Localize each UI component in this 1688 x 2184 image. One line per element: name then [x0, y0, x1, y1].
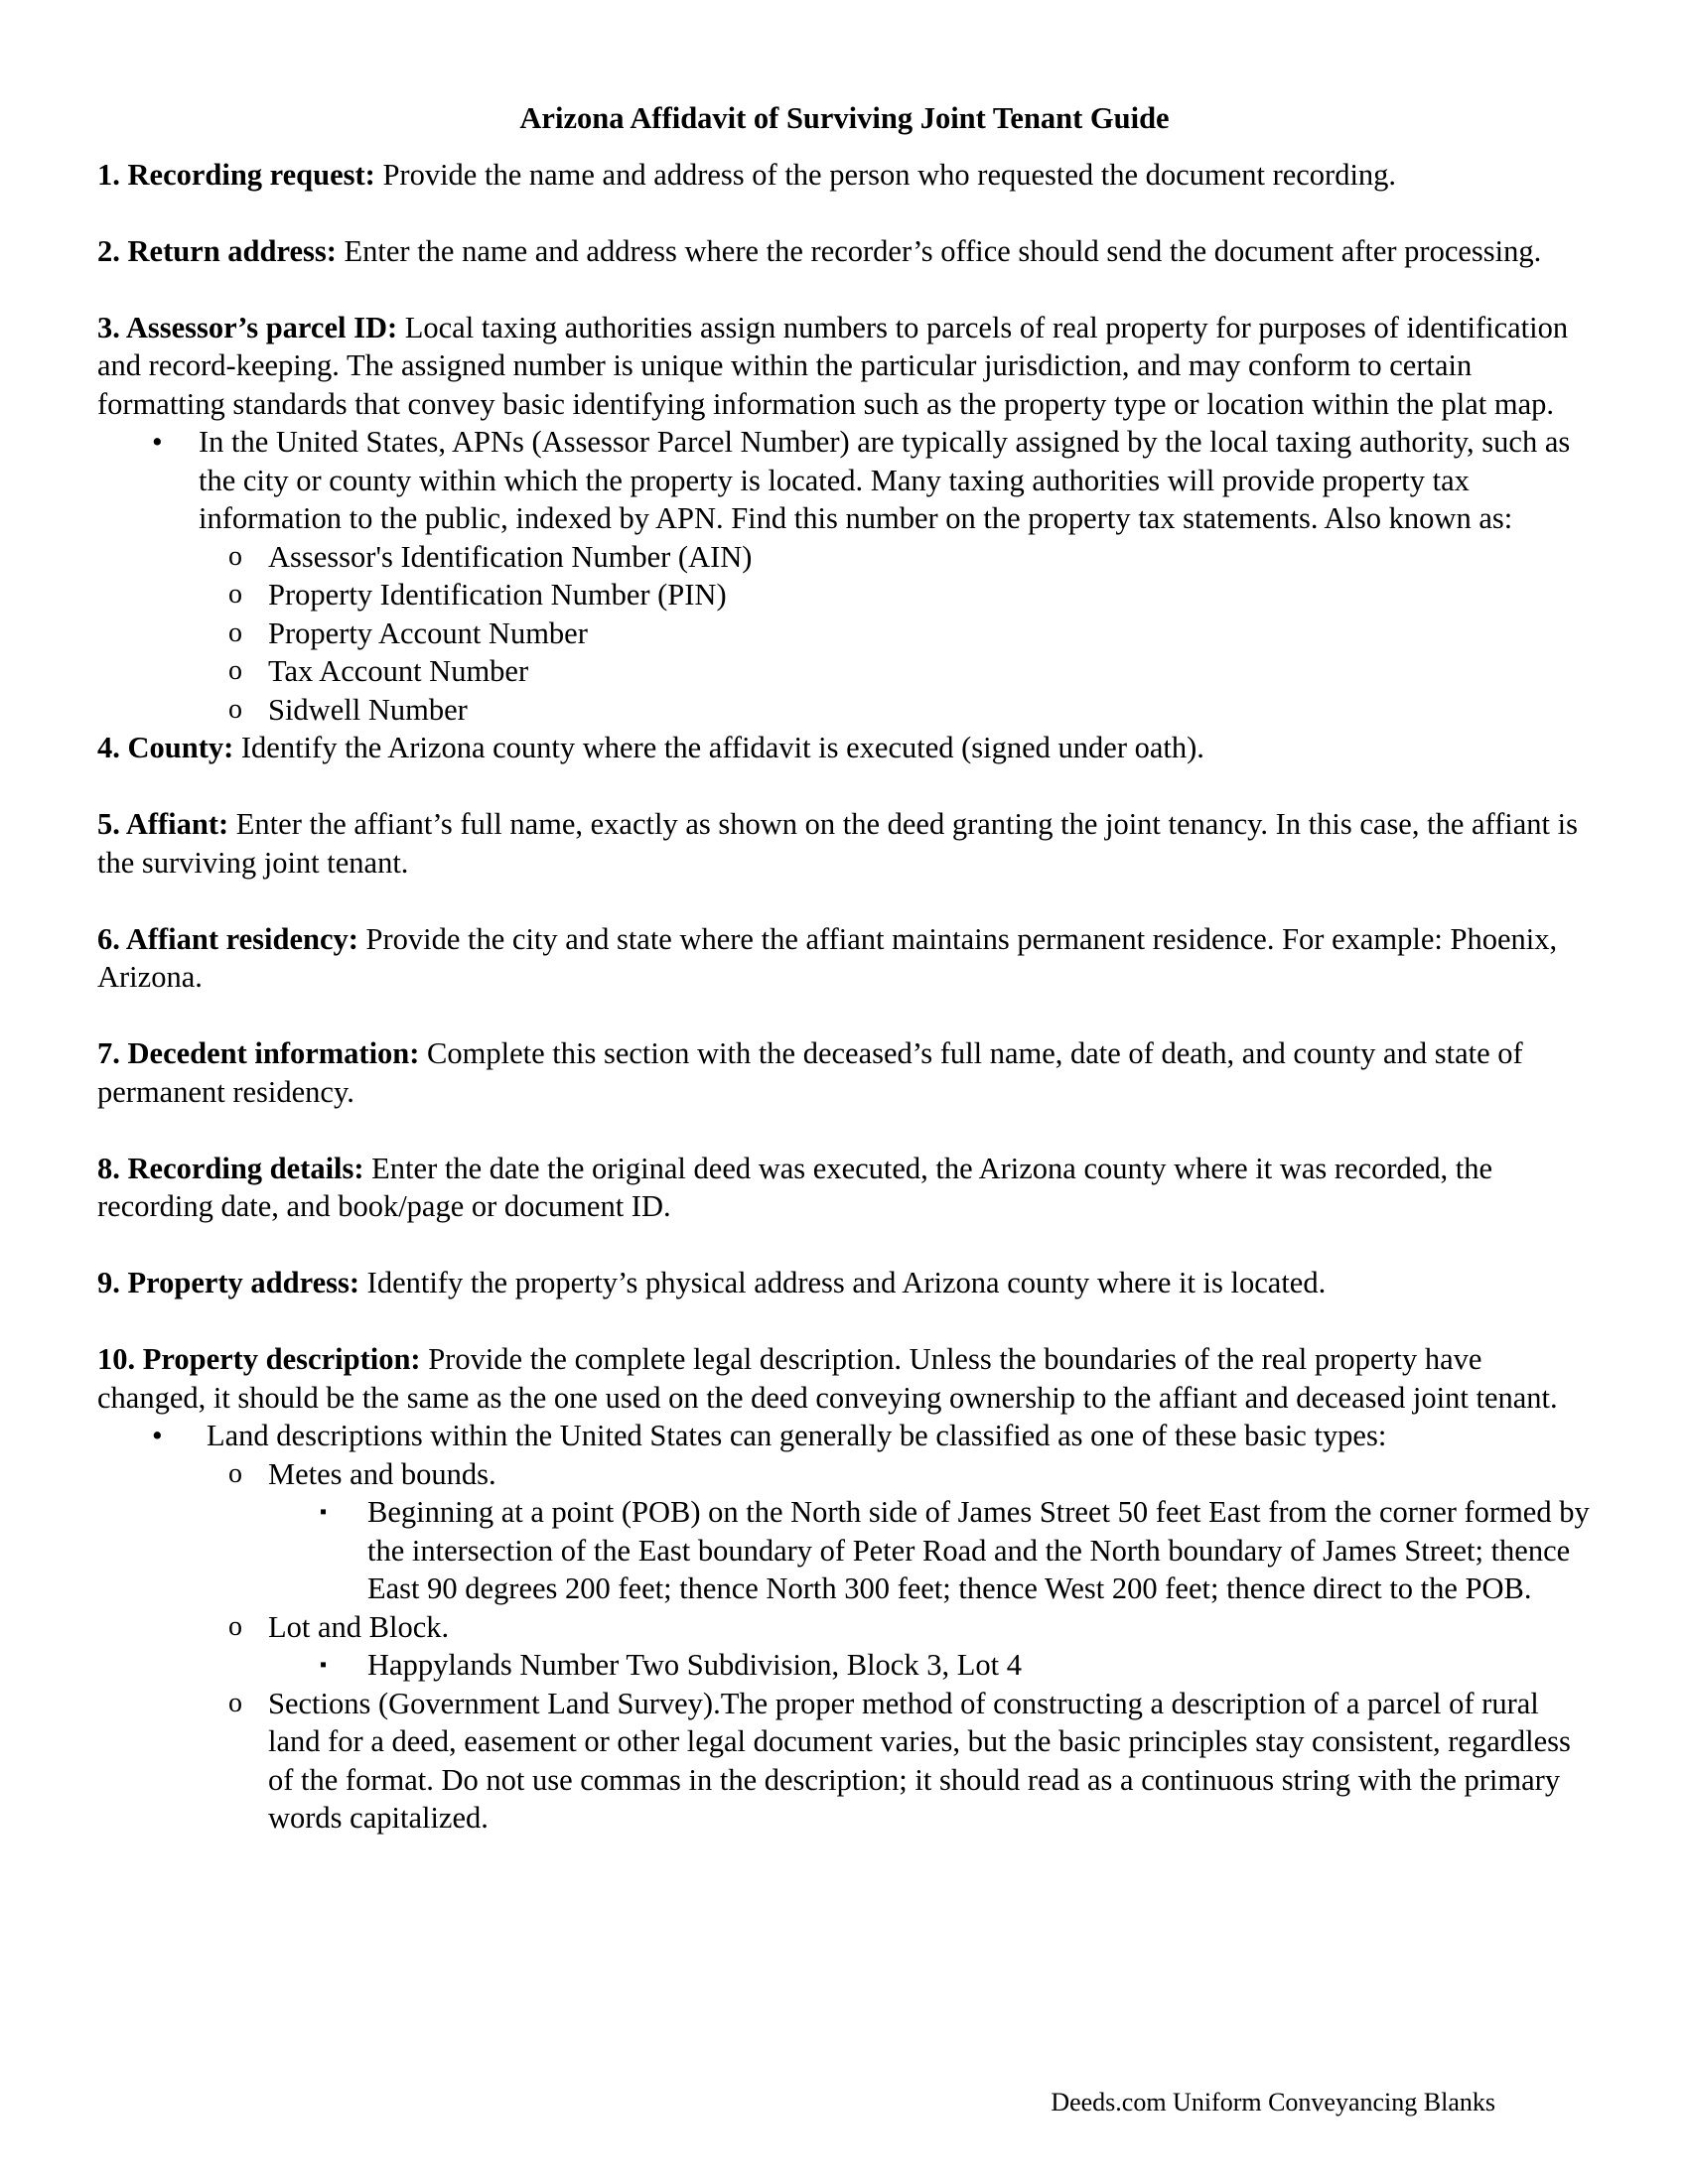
section-label: 5. Affiant: [97, 807, 229, 841]
land-type-example: Beginning at a point (POB) on the North side of James Street 50 feet East from the corner formed by the intersection of the East boundary of Peter Road and the North boundary of James Street; thence East 90 degrees 200 feet; thence North 300 feet; thence West 200 feet; thence direct to the POB. [367, 1495, 1590, 1605]
circle-marker: o [228, 1687, 242, 1718]
apn-bullet-list [97, 423, 1592, 729]
list-item [228, 652, 1592, 691]
section-label: 6. Affiant residency: [97, 921, 358, 956]
section-label: 2. Return address: [97, 233, 337, 268]
section-label: 4. County: [97, 731, 234, 764]
list-item [228, 576, 1592, 614]
circle-marker: o [228, 693, 242, 725]
bullet-marker: • [152, 425, 163, 459]
list-item [197, 1608, 1592, 1685]
land-type-example-list [268, 1493, 1592, 1608]
section-return-address [97, 232, 1592, 271]
square-marker: ▪ [320, 1501, 328, 1523]
circle-marker: o [228, 616, 242, 648]
section-decedent-information [97, 1034, 1592, 1111]
section-property-description [97, 1340, 1592, 1417]
section-label: 1. Recording request: [97, 157, 375, 192]
apn-aliases-list [199, 538, 1592, 730]
list-item [197, 1685, 1592, 1838]
alias-text: Sidwell Number [268, 692, 468, 727]
section-label: 10. Property description: [97, 1342, 421, 1376]
section-affiant [97, 805, 1592, 882]
section-recording-request [97, 156, 1592, 195]
land-description-bullet-text: Land descriptions within the United States can generally be classified as one of these basic types: [207, 1419, 1387, 1452]
section-label: 8. Recording details: [97, 1151, 364, 1185]
section-recording-details [97, 1150, 1592, 1226]
alias-text: Property Identification Number (PIN) [268, 578, 727, 612]
land-type-name: Metes and bounds. [268, 1456, 496, 1491]
section-text: Enter the name and address where the recorder’s office should send the document after processing. [336, 233, 1542, 268]
section-text: Enter the date the original deed was executed, the Arizona county where it was recorded, the recording date, and book/page or document ID. [97, 1151, 1493, 1223]
section-text: Enter the affiant’s full name, exactly as shown on the deed granting the joint tenancy. In this case, the affiant is the surviving joint tenant. [97, 807, 1578, 880]
section-property-address [97, 1264, 1592, 1302]
list-item [97, 423, 1592, 729]
section-text: Provide the complete legal description. Unless the boundaries of the real property have changed, it should be the same as the one used on the deed conveying ownership to the affiant and deceased joint tenant. [97, 1342, 1558, 1415]
alias-text: Assessor's Identification Number (AIN) [268, 539, 753, 574]
land-type-example-list [268, 1646, 1592, 1685]
circle-marker: o [228, 655, 242, 686]
land-description-bullet-list [97, 1417, 1592, 1838]
land-description-types-list [197, 1455, 1592, 1838]
circle-marker: o [228, 1457, 242, 1489]
section-text: Identify the property’s physical address and Arizona county where it is located. [359, 1266, 1327, 1299]
bullet-marker: • [152, 1419, 163, 1452]
section-assessor-parcel-id [97, 309, 1592, 424]
land-type-example: Happylands Number Two Subdivision, Block 3, Lot 4 [367, 1648, 1022, 1682]
list-item [228, 614, 1592, 653]
list-item [197, 1455, 1592, 1608]
section-label: 9. Property address: [97, 1266, 360, 1299]
alias-text: Property Account Number [268, 615, 588, 650]
section-county [97, 729, 1592, 767]
document-title: Arizona Affidavit of Surviving Joint Tenant Guide [519, 101, 1170, 135]
square-marker: ▪ [320, 1654, 328, 1676]
land-type-name: Lot and Block. [268, 1609, 450, 1644]
document-footer: Deeds.com Uniform Conveyancing Blanks [1051, 2088, 1495, 2116]
section-affiant-residency [97, 920, 1592, 997]
section-text: Local taxing authorities assign numbers to parcels of real property for purposes of identification and record-keeping. The assigned number is unique within the particular jurisdiction, and may conform to certain formatting standards that convey basic identifying information such as the property type or location within the plat map. [97, 310, 1569, 421]
apn-bullet-text: In the United States, APNs (Assessor Parcel Number) are typically assigned by the local taxing authority, such as the city or county within which the property is located. Many taxing authorities will provide property tax information to the public, indexed by APN. Find this number on the property tax statements. Also known as: [199, 425, 1571, 535]
alias-text: Tax Account Number [268, 654, 529, 688]
section-label: 7. Decedent information: [97, 1036, 420, 1070]
list-item [268, 1493, 1592, 1608]
list-item [228, 691, 1592, 730]
section-text: Provide the name and address of the person who requested the document recording. [374, 157, 1397, 192]
list-item [97, 1417, 1592, 1838]
document-page [97, 99, 1592, 1838]
section-text: Complete this section with the deceased’s full name, date of death, and county and state of permanent residency. [97, 1036, 1523, 1109]
list-item [268, 1646, 1592, 1685]
section-text: Identify the Arizona county where the affidavit is executed (signed under oath). [233, 731, 1204, 764]
circle-marker: o [228, 1610, 242, 1642]
list-item [228, 538, 1592, 577]
section-text: Provide the city and state where the affiant maintains permanent residence. For example: Phoenix, Arizona. [97, 921, 1558, 994]
land-type-name: Sections (Government Land Survey).The proper method of constructing a description of a parcel of rural land for a deed, easement or other legal document varies, but the basic principles stay consistent, regardless of the format. Do not use commas in the description; it should read as a continuous string with the primary words capitalized. [268, 1686, 1571, 1835]
circle-marker: o [228, 540, 242, 572]
circle-marker: o [228, 579, 242, 610]
section-label: 3. Assessor’s parcel ID: [97, 310, 398, 344]
